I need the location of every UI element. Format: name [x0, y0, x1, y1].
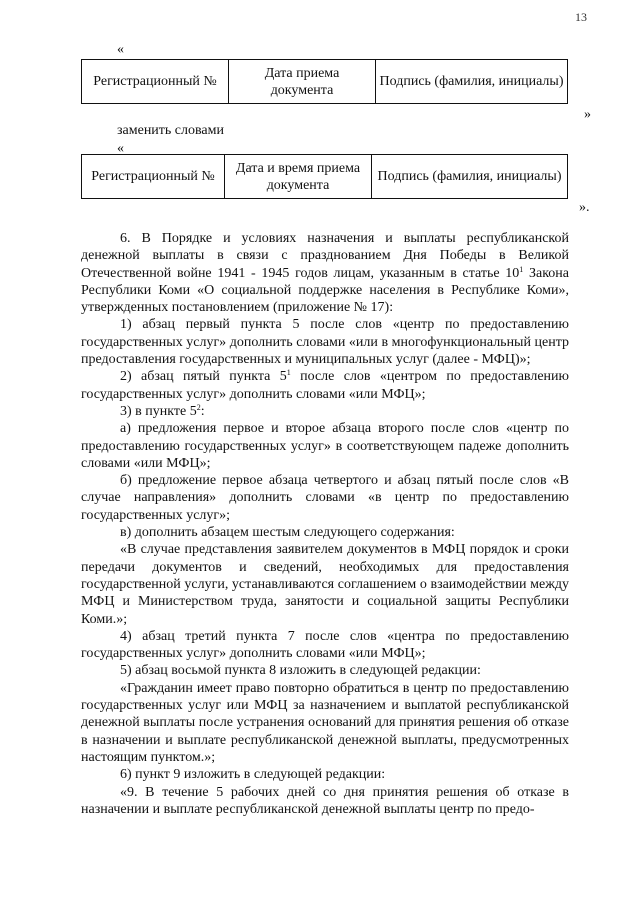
close-quote-1: »	[584, 107, 591, 122]
new-col-reg-number: Регистрационный №	[82, 155, 225, 199]
paragraph-6-3-v: в) дополнить абзацем шестым следующего содержания:	[120, 525, 455, 541]
paragraph-6-3: 3) в пункте $5^2$:	[120, 402, 205, 419]
old-col-date: Дата приема документа	[229, 60, 376, 104]
paragraph-6-1: 1) абзац первый пункта 5 после слов «центр по предоставлению государственных услуг» дополнить словами «или в многофункциональный центр предоставления государственных и муниципальных услуг (далее - МФЦ)»;	[81, 317, 569, 368]
open-quote-2: «	[117, 141, 124, 156]
new-col-signature: Подпись (фамилия, инициалы)	[372, 155, 568, 199]
paragraph-6-6-quote: «9. В течение 5 рабочих дней со дня принятия решения об отказе в назначении и выплате республиканской денежной выплаты центр по предо-	[81, 784, 569, 817]
paragraph-6-6: 6) пункт 9 изложить в следующей редакции:	[120, 767, 386, 783]
paragraph-6-5: 5) абзац восьмой пункта 8 изложить в следующей редакции:	[120, 663, 481, 679]
old-registration-table	[81, 59, 568, 104]
paragraph-6-4: 4) абзац третий пункта 7 после слов «центра по предоставлению государственных услуг» дополнить словами «или МФЦ»;	[81, 628, 569, 662]
paragraph-6-5-quote: «Гражданин имеет право повторно обратиться в центр по предоставлению государственных услуг или МФЦ за назначением и выплатой республиканской денежной выплаты после устранения оснований для принятия решения об отказе в назначении и выплате республиканской денежной выплаты, предусмотренных настоящим пунктом.»;	[81, 680, 569, 765]
new-col-date-time: Дата и время приема документа	[225, 155, 372, 199]
paragraph-6-3-b: б) предложение первое абзаца четвертого и абзац пятый после слов «В случае направления» дополнить словами «в центр по предоставлению государственных услуг»;	[81, 473, 569, 523]
paragraph-6-2: 2) абзац пятый пункта $5^1$ после слов «центром по предоставлению государственных услуг» дополнить словами «или МФЦ»;	[81, 368, 569, 402]
open-quote-1: «	[117, 42, 124, 57]
paragraph-6: 6. В Порядке и условиях назначения и выплаты республиканской денежной выплаты в связи с празднованием Дня Победы в Великой Отечественной войне 1941 - 1945 годов лицам, указанным в статье $10^1$ Закона Республики Коми «О социальной поддержке населения в Республике Коми», утвержденных постановлением (приложение № 17):	[81, 231, 569, 316]
old-col-reg-number: Регистрационный №	[82, 60, 229, 104]
replace-with-words: заменить словами	[117, 123, 224, 138]
old-col-signature: Подпись (фамилия, инициалы)	[376, 60, 568, 104]
page-number: 13	[575, 10, 587, 24]
new-registration-table	[81, 154, 568, 199]
paragraph-6-3-v-quote: «В случае представления заявителем документов в МФЦ порядок и сроки передачи документов и сведений, необходимых для предоставления государственной услуги, устанавливаются соглашением о взаимодействии между МФЦ и Министерством труда, занятости и социальной защиты Республики Коми.»;	[81, 542, 569, 627]
amendment-text	[81, 230, 569, 818]
paragraph-6-3-a: а) предложения первое и второе абзаца второго после слов «центр по предоставлению государственных услуг» в соответствующем падеже дополнить словами «или МФЦ»;	[81, 421, 569, 471]
close-quote-2: ».	[579, 200, 590, 215]
